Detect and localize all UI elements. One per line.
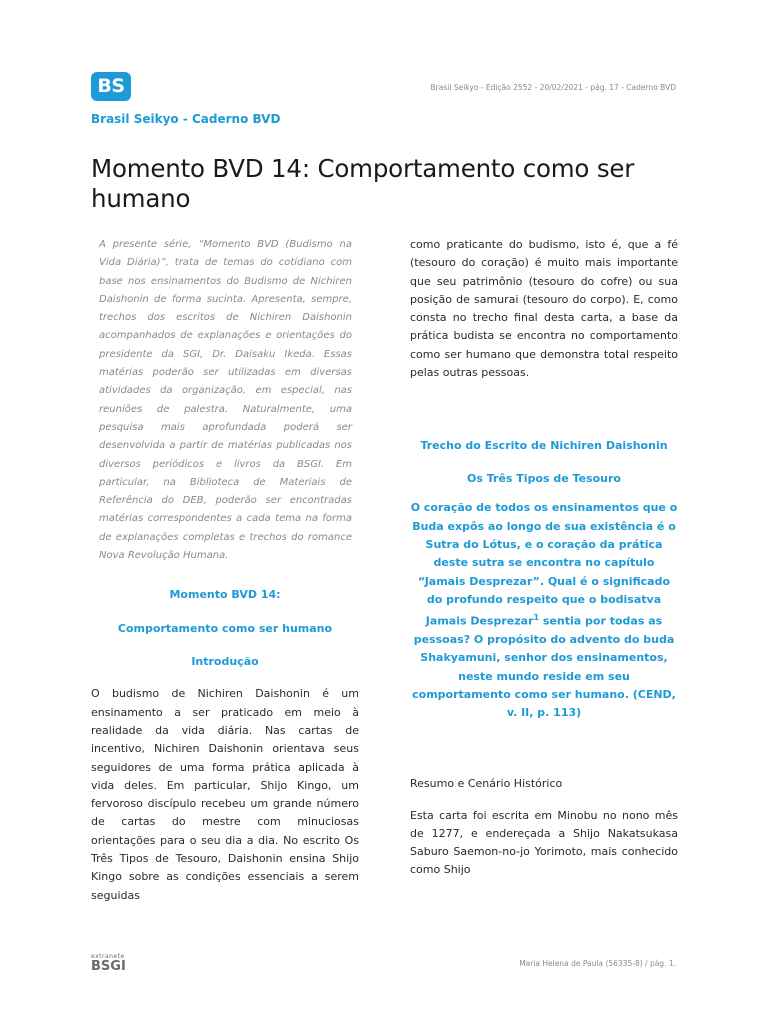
right-column	[410, 236, 678, 880]
resumo-body: Esta carta foi escrita em Minobu no nono mês de 1277, e endereçada a Shijo Nakatsukasa Saburo Saemon-no-jo Yorimoto, mais conhecido como Shijo	[410, 808, 678, 877]
quote-part1: O coração de todos os ensinamentos que o Buda expôs ao longo de sua existência é o Sutra do Lótus, e o coração da prática deste sutra se encontra no capítulo “Jamais Desprezar”. Qual é o significado do profundo respeito que o bodisatva Jamais Desprezar	[410, 501, 678, 628]
logo-big-text: BSGI	[91, 959, 126, 974]
logo-small-text: extranete	[91, 953, 125, 960]
page-title: Momento BVD 14: Comportamento como ser humano	[91, 154, 635, 213]
continuation-body: como praticante do budismo, isto é, que a fé (tesouro do coração) é muito mais importante que seu patrimônio (tesouro do cofre) ou sua posição de samurai (tesouro do corpo). E, como consta no trecho final desta carta, a base da prática budista se encontra no comportamento como ser humano que demonstra total respeito pelas outras pessoas.	[410, 238, 678, 380]
section-label: Brasil Seikyo - Caderno BVD	[91, 112, 281, 126]
footer-meta: Maria Helena de Paula (56335-8) / pág. 1.	[519, 959, 676, 968]
heading-comportamento: Comportamento como ser humano	[117, 622, 333, 636]
heading-tres-tesouros: Os Três Tipos de Tesouro	[467, 472, 621, 486]
footnote-marker: 1	[533, 613, 540, 623]
gosho-quote	[410, 499, 678, 722]
header-meta: Brasil Seikyo - Edição 2552 - 20/02/2021 - pág. 17 - Caderno BVD	[430, 83, 676, 92]
series-intro: A presente série, “Momento BVD (Budismo na Vida Diária)”, trata de temas do cotidiano com base nos ensinamentos do Budismo de Nichiren Daishonin de forma sucinta. Apresenta, sempre, trechos dos escritos de Nichiren Daishonin acompanhados de explanações e orientações do presidente da SGI, Dr. Daisaku Ikeda. Essas matérias poderão ser utilizadas em diversas atividades da organização, em especial, nas reuniões de palestra. Naturalmente, uma pesquisa mais aprofundada poderá ser desenvolvida a partir de matérias publicadas nos diversos periódicos e livros da BSGI. Em particular, na Biblioteca de Materiais de Referência do DEB, poderão ser encontradas matérias correspondentes a cada tema na forma de explanações completas e trechos do romance Nova Revolução Humana.	[99, 239, 352, 562]
heading-trecho: Trecho do Escrito de Nichiren Daishonin	[420, 439, 668, 453]
intro-body: O budismo de Nichiren Daishonin é um ensinamento a ser praticado em meio à realidade da vida diária. Nas cartas de incentivo, Nichiren Daishonin orientava seus seguidores de uma forma prática aplicada à vida deles. Em particular, Shijo Kingo, um fervoroso discípulo recebeu um grande número de cartas do mestre com minuciosas orientações para o seu dia a dia. No escrito Os Três Tipos de Tesouro, Daishonin ensina Shijo Kingo sobre as condições essenciais a serem seguidas	[91, 687, 359, 902]
heading-momento: Momento BVD 14:	[169, 588, 281, 602]
brasil-seikyo-logo: BS	[91, 72, 131, 101]
bsgi-extranet-logo	[91, 953, 126, 974]
quote-part2: sentia por todas as pessoas? O propósito do advento do buda Shakyamuni, senhor dos ensinamentos, neste mundo reside em seu comportamento como ser humano. (CEND, v. II, p. 113)	[412, 614, 676, 720]
heading-introducao: Introdução	[191, 655, 259, 669]
left-column	[91, 236, 359, 905]
heading-resumo: Resumo e Cenário Histórico	[410, 776, 563, 790]
